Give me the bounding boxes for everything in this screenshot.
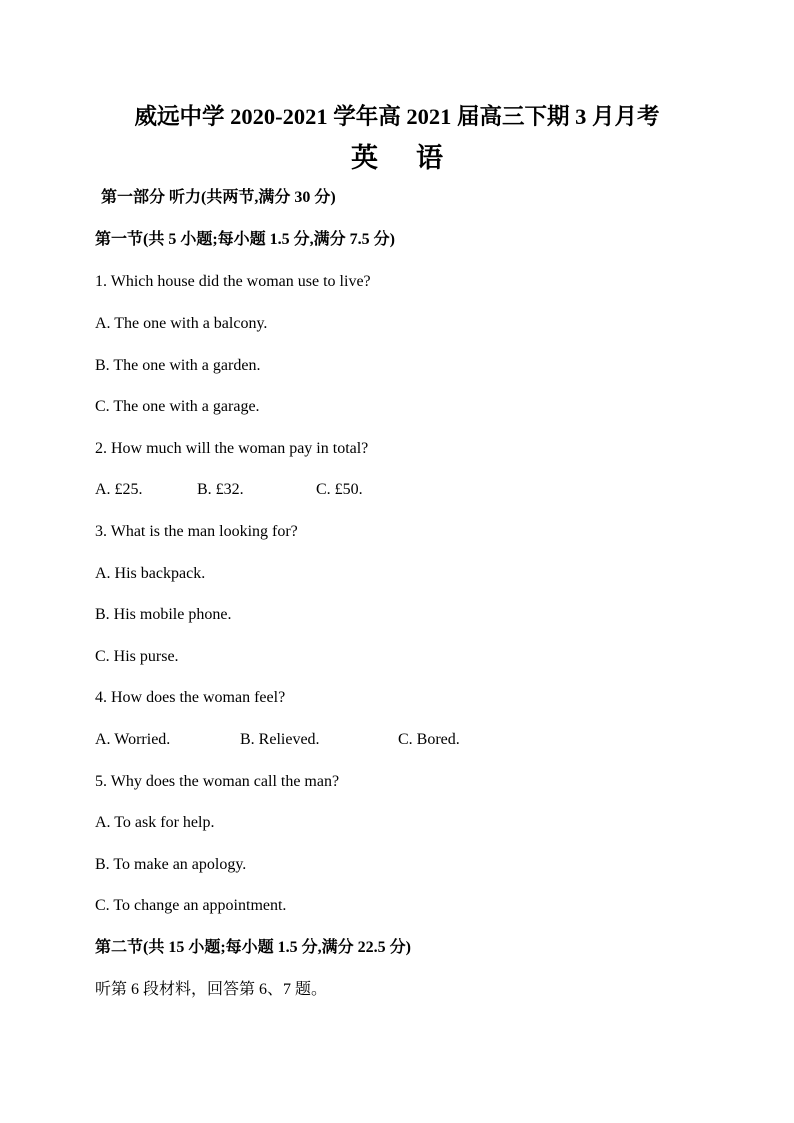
question-4-options — [95, 729, 460, 751]
question-2-stem: 2. How much will the woman pay in total? — [95, 440, 369, 457]
part1-heading: 第一部分 听力(共两节,满分 30 分) — [101, 189, 336, 206]
question-3-option-c: C. His purse. — [95, 648, 179, 665]
subject-char-2: 语 — [416, 143, 443, 173]
question-3-option-b: B. His mobile phone. — [95, 606, 232, 623]
question-1-option-a: A. The one with a balcony. — [95, 315, 268, 332]
question-5-option-b: B. To make an apology. — [95, 856, 247, 873]
question-4-option-b: B. Relieved. — [240, 731, 320, 748]
question-4-option-c: C. Bored. — [398, 731, 460, 748]
question-2-option-a: A. £25. — [95, 481, 143, 498]
question-1-stem: 1. Which house did the woman use to live? — [95, 273, 371, 290]
question-4-option-a: A. Worried. — [95, 731, 171, 748]
section1-heading: 第一节(共 5 小题;每小题 1.5 分,满分 7.5 分) — [95, 231, 395, 248]
exam-title: 威远中学 2020-2021 学年高 2021 届高三下期 3 月月考 — [134, 104, 660, 129]
question-3-option-a: A. His backpack. — [95, 565, 206, 582]
subject-title — [0, 140, 794, 176]
question-1-option-c: C. The one with a garage. — [95, 398, 260, 415]
question-5-stem: 5. Why does the woman call the man? — [95, 773, 340, 790]
question-5-option-c: C. To change an appointment. — [95, 897, 287, 914]
question-5-option-a: A. To ask for help. — [95, 814, 215, 831]
section2-instruction: 听第 6 段材料，回答第 6、7 题。 — [95, 981, 328, 998]
question-2-option-b: B. £32. — [197, 481, 244, 498]
question-2-options — [95, 479, 363, 501]
question-1-option-b: B. The one with a garden. — [95, 357, 261, 374]
question-4-stem: 4. How does the woman feel? — [95, 689, 286, 706]
subject-char-1: 英 — [351, 143, 378, 173]
question-2-option-c: C. £50. — [316, 481, 363, 498]
question-3-stem: 3. What is the man looking for? — [95, 523, 298, 540]
section2-heading: 第二节(共 15 小题;每小题 1.5 分,满分 22.5 分) — [95, 939, 411, 956]
